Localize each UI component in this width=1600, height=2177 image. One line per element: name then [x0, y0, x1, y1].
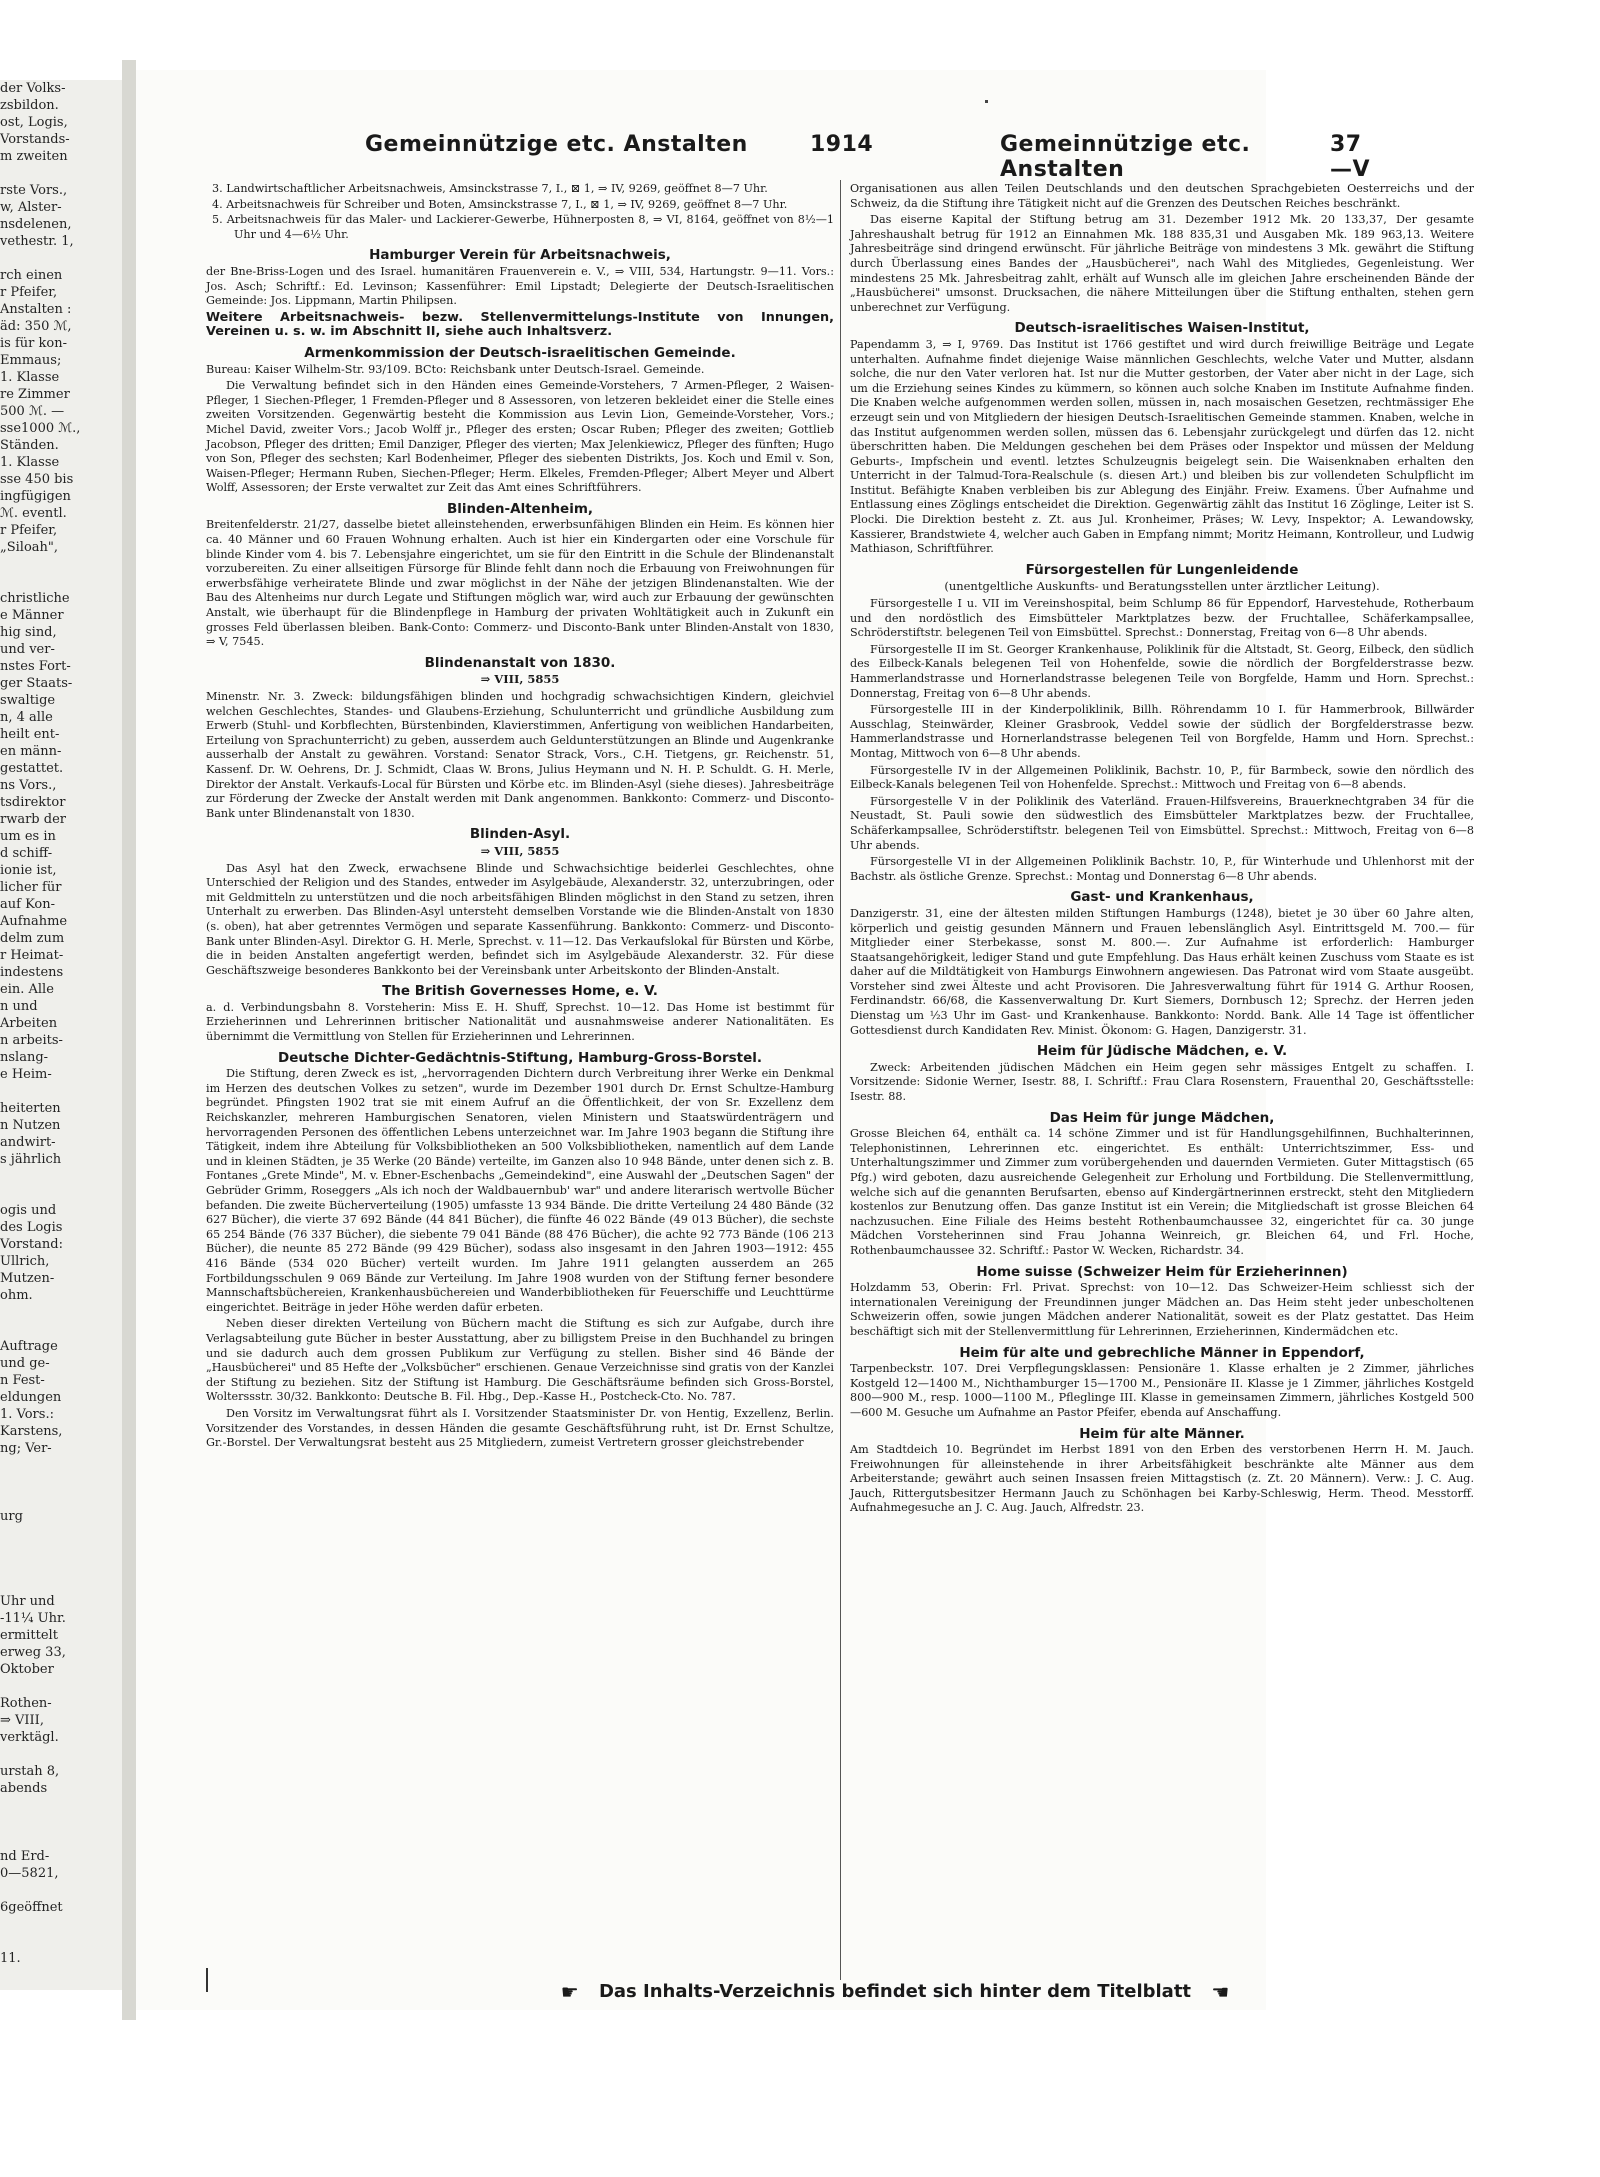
section-title: Blindenanstalt von 1830.: [424, 654, 616, 671]
previous-page-fragment: erweg 33,: [0, 1645, 66, 1660]
previous-page-fragment: w, Alster-: [0, 200, 62, 215]
previous-page-fragment: e Heim-: [0, 1067, 52, 1082]
previous-page-fragment: [0, 1916, 122, 1933]
previous-page-fragment: r Pfeifer,: [0, 285, 58, 300]
section-title: Das Heim für junge Mädchen,: [1049, 1109, 1275, 1126]
previous-page-fragment: ionie ist,: [0, 863, 57, 878]
notice-text: Weitere Arbeitsnachweis- bezw. Stellenvermittelungs-Institute von Innungen, Vereinen u. s. w. im Abschnitt II, siehe auch Inhaltsverz.: [206, 309, 834, 340]
previous-page-fragment: [0, 1933, 122, 1950]
previous-page-fragment: ost, Logis,: [0, 115, 68, 130]
previous-page-fragment: [0, 1882, 122, 1899]
section-title: Heim für alte Männer.: [1079, 1425, 1245, 1442]
previous-page-fragment: ermittelt: [0, 1628, 58, 1643]
previous-page-fragment: heilt ent-: [0, 727, 60, 742]
previous-page-fragment: Oktober: [0, 1662, 54, 1677]
previous-page-fragment: und ver-: [0, 642, 55, 657]
paragraph: Am Stadtdeich 10. Begründet im Herbst 1891 von den Erben des verstorbenen Herrn H. M. Jauch. Freiwohnungen für alleinstehende in ihrer Arbeitsfähigkeit beschränkte alte Männer aus dem Arbeiterstande; gewährt auch seinen Insassen freien Mittagstisch (z. Zt. 20 Männern). Verw.: J. C. Aug. Jauch, Rittergutsbesitzer Hermann Jauch zu Schönhagen bei Karby-Schleswig, Herm. Theod. Messtorff. Aufnahmegesuche an J. C. Aug. Jauch, Alfredstr. 23.: [850, 1443, 1474, 1515]
previous-page-fragment: nstes Fort-: [0, 659, 71, 674]
previous-page-fragment: r Pfeifer,: [0, 523, 58, 538]
previous-page-fragment: [0, 1474, 122, 1491]
previous-page-fragment: nsdelenen,: [0, 217, 72, 232]
previous-page-fragment: [0, 1321, 122, 1338]
section-title: Heim für Jüdische Mädchen, e. V.: [1036, 1043, 1288, 1060]
paragraph: Holzdamm 53, Oberin: Frl. Privat. Sprechst: von 10—12. Das Schweizer-Heim schliesst sich der internationalen Vereinigung der Freundinnen junger Mädchen an. Das Heim steht jeder unbescholtenen Schweizerin offen, sowie jungen Mädchen anderer Nationalität, soweit es der Platz gestattet. Das Heim beschäftigt sich mit der Stellenvermittlung für Lehrerinnen, Erzieherinnen, Kindermädchen etc.: [850, 1281, 1474, 1338]
previous-page-fragment: eldungen: [0, 1390, 62, 1405]
previous-page-fragment: [0, 1814, 122, 1831]
header-right-title: Gemeinnützige etc. Anstalten: [1000, 132, 1251, 182]
header-left-title: Gemeinnützige etc. Anstalten: [365, 132, 748, 157]
previous-page-fragment: [0, 1457, 122, 1474]
previous-page-fragment: ⇒ VIII,: [0, 1713, 44, 1728]
section-note: (unentgeltliche Auskunfts- und Beratungsstellen unter ärztlicher Leitung).: [944, 579, 1380, 594]
previous-page-fragment: [0, 1304, 122, 1321]
previous-page-fragment: Emmaus;: [0, 353, 62, 368]
previous-page-fragment: [0, 250, 122, 267]
previous-page-fragment: n Fest-: [0, 1373, 45, 1388]
previous-page-fragment: [0, 165, 122, 182]
previous-page-fragment: äd: 350 ℳ,: [0, 319, 72, 334]
section-subtitle: ⇒ VIII, 5855: [480, 843, 560, 858]
previous-page-fragment: [0, 1185, 122, 1202]
previous-page-fragment: abends: [0, 1781, 48, 1796]
paragraph: Das Asyl hat den Zweck, erwachsene Blinde und Schwachsichtige beiderlei Geschlechtes, ohne Unterschied der Religion und des Standes, entweder im Asylgebäude, Alexanderstr. 32, unterzubringen, oder mit Geldmitteln zu unterstützen und die noch arbeitsfähigen Blinden möglichst in den Stand zu setzen, ihren Unterhalt zu erwerben. Das Blinden-Asyl untersteht demselben Vorstande wie die Blinden-Anstalt von 1830 (s. oben), hat aber getrenntes Vermögen und separate Kassenführung. Bankkonto: Commerz- und Disconto-Bank unter Blinden-Asyl. Direktor G. H. Merle, Sprechst. v. 11—12. Das Verkaufslokal für Bürsten und Körbe, die in beiden Anstalten angefertigt werden, befindet sich im Asylgebäude Alexanderstr. 32. Für diese Geschäftszweige besonderes Bankkonto bei der Vereinsbank unter Arbeitskonto der Blinden-Anstalt.: [206, 861, 834, 977]
previous-page-fragment: e Männer: [0, 608, 64, 623]
previous-page-fragment: auf Kon-: [0, 897, 56, 912]
previous-page-fragment: Auftrage: [0, 1339, 58, 1354]
section-title: Deutsch-israelitisches Waisen-Institut,: [1014, 320, 1310, 337]
previous-page-fragment: [0, 1559, 122, 1576]
paragraph: Die Verwaltung befindet sich in den Händen eines Gemeinde-Vorstehers, 7 Armen-Pfleger, 2 Waisen-Pfleger, 1 Siechen-Pfleger, 1 Fremden-Pfleger und 8 Assessoren, von letzeren bekleidet einer die Stelle eines zweiten Vorsitzenden. Gegenwärtig besteht die Kommission aus Levin Lion, Gemeinde-Vorsteher, Vors.; Michel David, zweiter Vors.; Jacob Wolff jr., Pfleger des ersten; Oscar Ruben; Pfleger des zweiten; Gottlieb Jacobson, Pfleger des dritten; Emil Danziger, Pfleger des vierten; Max Jelenkiewicz, Pfleger des fünften; Hugo von Son, Pfleger des sechsten; Karl Bodenheimer, Pfleger des siebenten Distrikts, Jos. Koch und Emil v. Son, Waisen-Pfleger; Hermann Ruben, Siechen-Pfleger; Herm. Elkeles, Fremden-Pfleger; Albert Meyer und Albert Wolff, Assessoren; der Erste verwaltet zur Zeit das Amt eines Schriftführers.: [206, 379, 834, 495]
previous-page-fragment: ein. Alle: [0, 982, 54, 997]
previous-page-fragment: re Zimmer: [0, 387, 70, 402]
running-header: [210, 132, 1380, 182]
paragraph: Fürsorgestelle V in der Poliklinik des Vaterländ. Frauen-Hilfsvereins, Brauerknechtgraben 34 für die Neustadt, St. Pauli sowie den südwestlich des Eimsbütteler Marktplatzes bezw. der Fruchtallee, Schäferkampsallee, Schröderstiftstr. belegenen Teil von Eimsbüttel. Sprechst.: Mittwoch, Freitag von 6—8 Uhr abends.: [850, 794, 1474, 852]
section-title: Blinden-Altenheim,: [446, 500, 594, 517]
previous-page-fragment: rste Vors.,: [0, 183, 68, 198]
footer-bracket: [206, 1968, 208, 1992]
previous-page-fragment: Uhr und: [0, 1594, 55, 1609]
previous-page-fragment: und ge-: [0, 1356, 50, 1371]
page-number: 37—V: [1330, 132, 1371, 182]
previous-page-fragment: [0, 1576, 122, 1593]
section-title: Deutsche Dichter-Gedächtnis-Stiftung, Hamburg-Gross-Borstel.: [277, 1049, 763, 1066]
previous-page-fragment: ogis und: [0, 1203, 57, 1218]
previous-page-fragment: n arbeits-: [0, 1033, 63, 1048]
previous-page-fragment: n, 4 alle: [0, 710, 53, 725]
previous-page-fragment: andwirt-: [0, 1135, 56, 1150]
previous-page-fragment: ns Vors.,: [0, 778, 57, 793]
list-item: 3. Landwirtschaftlicher Arbeitsnachweis, Amsinckstrasse 7, I., ⊠ 1, ⇒ IV, 9269, geöffnet 8—7 Uhr.: [212, 182, 768, 195]
section-title: Fürsorgestellen für Lungenleidende: [1025, 561, 1299, 578]
paragraph: Neben dieser direkten Verteilung von Büchern macht die Stiftung es sich zur Aufgabe, durch ihre Verlagsabteilung gute Bücher in bester Ausstattung, aber zu billigstem Preise in den Buchhandel zu bringen und sie dadurch auch dem grossen Publikum zur Verfügung zu stellen. Bisher sind 46 Bände der „Hausbücherei" und 85 Hefte der „Volksbücher" erschienen. Genaue Verzeichnisse sind gratis von der Kanzlei der Stiftung zu beziehen. Sitz der Stiftung ist Hamburg. Die Geschäftsräume befinden sich Gross-Borstel, Wolterssstr. 30/32. Bankkonto: Deutsche B. Fil. Hbg., Dep.-Kasse H., Postcheck-Cto. No. 787.: [206, 1317, 834, 1404]
list-item: 5. Arbeitsnachweis für das Maler- und Lackierer-Gewerbe, Hühnerposten 8, ⇒ VI, 8164, geöffnet von 8½—1 Uhr und 4—6½ Uhr.: [212, 213, 834, 241]
previous-page-edge: [0, 80, 126, 1990]
previous-page-fragment: en männ-: [0, 744, 62, 759]
previous-page-fragment: ohm.: [0, 1288, 33, 1303]
paragraph: Tarpenbeckstr. 107. Drei Verpflegungsklassen: Pensionäre 1. Klasse erhalten je 2 Zimmer, jährliches Kostgeld 12—1400 M., Nichthamburger 15—1700 M., Pensionäre II. Klasse je 1 Zimmer, jährliches Kostgeld 800—900 M., resp. 1000—1100 M., Pfleglinge III. Klasse in gemeinsamen Zimmern, jährliches Kostgeld 500—600 M. Gesuche um Aufnahme an Pastor Pfeifer, ebenda auf Anschaffung.: [850, 1362, 1474, 1419]
previous-page-fragment: rwarb der: [0, 812, 66, 827]
previous-page-fragment: ℳ. eventl.: [0, 506, 67, 521]
previous-page-fragment: Karstens,: [0, 1424, 63, 1439]
previous-page-fragment: 1. Klasse: [0, 370, 60, 385]
previous-page-fragment: nslang-: [0, 1050, 49, 1065]
previous-page-fragment: urstah 8,: [0, 1764, 60, 1779]
previous-page-fragment: Ullrich,: [0, 1254, 50, 1269]
previous-page-fragment: [0, 556, 122, 573]
previous-page-fragment: 11.: [0, 1951, 21, 1966]
previous-page-fragment: [0, 1542, 122, 1559]
section-title: Blinden-Asyl.: [469, 826, 571, 843]
previous-page-fragment: des Logis: [0, 1220, 63, 1235]
previous-page-fragment: gestattet.: [0, 761, 64, 776]
paragraph: Fürsorgestelle IV in der Allgemeinen Poliklinik, Bachstr. 10, P., für Barmbeck, sowie den nördlich des Eilbeck-Kanals belegenen Teil von Hohenfelde. Sprechst.: Mittwoch und Freitag von 6—8 abends.: [850, 763, 1474, 792]
column-divider: [840, 180, 841, 1980]
previous-page-fragment: Mutzen-: [0, 1271, 55, 1286]
paragraph: Organisationen aus allen Teilen Deutschlands und den deutschen Sprachgebieten Oesterreichs und der Schweiz, da die Stiftung ihre Tätigkeit nicht auf die Grenzen des Deutschen Reiches beschränkt.: [850, 182, 1474, 210]
previous-page-fragment: m zweiten: [0, 149, 68, 164]
previous-page-fragment: tsdirektor: [0, 795, 66, 810]
previous-page-fragment: urg: [0, 1509, 23, 1524]
previous-page-fragment: sse 450 bis: [0, 472, 74, 487]
paragraph: der Bne-Briss-Logen und des Israel. humanitären Frauenverein e. V., ⇒ VIII, 534, Hartungstr. 9—11. Vors.: Jos. Asch; Schriftf.: Ed. Levinson; Kassenführer: Emil Lipstadt; Delegierte der Deutsch-Israelitischen Gemeinde: Jos. Lippmann, Martin Philipsen.: [206, 264, 834, 308]
previous-page-fragment: Arbeiten: [0, 1016, 58, 1031]
previous-page-fragment: [0, 1831, 122, 1848]
previous-page-fragment: indestens: [0, 965, 64, 980]
paragraph: Zweck: Arbeitenden jüdischen Mädchen ein Heim gegen sehr mässiges Entgelt zu schaffen. I. Vorsitzende: Sidonie Werner, Isestr. 88, I. Schriftf.: Frau Clara Rosenstern, Frauenthal 20, Geschäftsstelle: Isestr. 88.: [850, 1060, 1474, 1104]
previous-page-fragment: -11¼ Uhr.: [0, 1611, 66, 1626]
previous-page-fragment: Vorstands-: [0, 132, 70, 147]
previous-page-fragment: um es in: [0, 829, 56, 844]
previous-page-fragment: 0—5821,: [0, 1866, 59, 1881]
section-title: The British Governesses Home, e. V.: [382, 983, 658, 1000]
previous-page-fragment: vethestr. 1,: [0, 234, 74, 249]
previous-page-fragment: „Siloah",: [0, 540, 59, 555]
previous-page-fragment: d schiff-: [0, 846, 53, 861]
header-year: 1914: [810, 132, 874, 157]
pointing-hand-right-icon: ☛: [560, 1980, 579, 2004]
paragraph: Danzigerstr. 31, eine der ältesten milden Stiftungen Hamburgs (1248), bietet je 30 über 60 Jahre alten, körperlich und geistig gesunden Männern und Frauen lebenslänglich Asyl. Eintrittsgeld M. 700.— für Mitglieder einer Sterbekasse, sonst M. 800.—. Zur Aufnahme ist erforderlich: Hamburger Staatsangehörigkeit, lediger Stand und gute Empfehlung. Das Haus erhält keinen Zuschuss vom Staate es ist daher auf die Mildtätigkeit von Hamburgs Einwohnern angewiesen. Das Patronat wird vom Staate ausgeübt. Vorsteher sind zwei Älteste und acht Provisoren. Die Jahresverwaltung führt für 1914 G. Arthur Roosen, Ferdinandstr. 66/68, die Kassenverwaltung Dr. Kurt Siemers, Dornbusch 12; Sprechz. der Herren jeden Dienstag um ½3 Uhr im Gast- und Krankenhause. Bankkonto: Nordd. Bank. Alle 14 Tage ist öffentlicher Gottesdienst durch Kandidaten Rev. Minist. Ökonom: G. Hagen, Danzigerstr. 31.: [850, 906, 1474, 1037]
paragraph: Den Vorsitz im Verwaltungsrat führt als I. Vorsitzender Staatsminister Dr. von Hentig, Exzellenz, Berlin. Vorsitzender des Vorstandes, in dessen Händen die gesamte Geschäftsführung ruht, ist Dr. Ernst Schultze, Gr.-Borstel. Der Verwaltungsrat besteht aus 25 Mitgliedern, zumeist Vertretern grosser gleichstrebender: [206, 1406, 834, 1450]
previous-page-fragment: ng; Ver-: [0, 1441, 52, 1456]
previous-page-fragment: verktägl.: [0, 1730, 59, 1745]
previous-page-fragment: [0, 1678, 122, 1695]
previous-page-fragment: zsbildon.: [0, 98, 59, 113]
footer-text: Das Inhalts-Verzeichnis befindet sich hinter dem Titelblatt: [598, 1981, 1192, 2002]
previous-page-fragment: 6geöffnet: [0, 1900, 63, 1915]
previous-page-fragment: [0, 1746, 122, 1763]
section-title: Gast- und Krankenhaus,: [1070, 889, 1254, 906]
paragraph: Bureau: Kaiser Wilhelm-Str. 93/109. BCto: Reichsbank unter Deutsch-Israel. Gemeinde.: [206, 362, 705, 376]
footer-notice: [470, 1980, 1320, 2010]
paragraph: Grosse Bleichen 64, enthält ca. 14 schöne Zimmer und ist für Handlungsgehilfinnen, Buchhalterinnen, Telephonistinnen, Lehrerinnen etc. eingerichtet. Es enthält: Unterrichtszimmer, Ess- und Unterhaltungszimmer und Zimmer zum vorübergehenden und dauernden Vermieten. Guter Mittagstisch (65 Pfg.) wird geboten, dazu ausreichende Gelegenheit zur Erholung und Fortbildung. Die Stellenvermittlung, welche sich auf die genannten Berufsarten, ebenso auf Kindergärtnerinnen erstreckt, steht den Mitgliedern kostenlos zur Benutzung offen. Das ganze Institut ist ein Verein; die Mitgliedschaft ist grosse Bleichen 64 nachzusuchen. Eine Filiale des Heims besteht Rothenbaumchaussee 32, eingerichtet für ca. 30 junge Mädchen Vorsteherinnen sind Frau Johanna Weinreich, gr. Bleichen 64, und Frl. Hoche, Rothenbaumchaussee 32. Schriftf.: Pastor W. Wecken, Richardstr. 34.: [850, 1127, 1474, 1257]
previous-page-fragment: [0, 573, 122, 590]
left-column: [206, 182, 834, 1453]
paragraph: Breitenfelderstr. 21/27, dasselbe bietet alleinstehenden, erwerbsunfähigen Blinden ein Heim. Es können hier ca. 40 Männer und 60 Frauen Wohnung erhalten. Auch ist hier ein Kindergarten oder eine Vorschule für blinde Kinder vom 4. bis 7. Lebensjahre eingerichtet, um sie für den Eintritt in die Schule der Blindenanstalt vorzubereiten. Zu einer allseitigen Fürsorge für Blinde fehlt dann noch die Erbauung von Freiwohnungen für erwerbsfähige verheiratete Blinde und zwar möglichst in der Nähe der jetzigen Blindenanstalten. Wie der Bau des Altenheims nur durch Legate und Stiftungen möglich war, wird auch zur Erbauung der gewünschten Anstalt, wie überhaupt für die Blindenpflege in Hamburg der privaten Wohltätigkeit auch in Zukunft ein grosses Feld überlassen bleiben. Bank-Conto: Commerz- und Disconto-Bank unter Blinden-Anstalt von 1830, ⇒ V, 7545.: [206, 518, 834, 649]
previous-page-fragment: 500 ℳ. —: [0, 404, 65, 419]
previous-page-fragment: ingfügigen: [0, 489, 71, 504]
previous-page-fragment: [0, 1491, 122, 1508]
paragraph: Fürsorgestelle VI in der Allgemeinen Poliklinik Bachstr. 10, P., für Winterhude und Uhlenhorst mit der Bachstr. als östliche Grenze. Sprechst.: Montag und Donnerstag 6—8 Uhr abends.: [850, 855, 1474, 883]
previous-page-fragment: sse1000 ℳ.,: [0, 421, 81, 436]
paragraph: Das eiserne Kapital der Stiftung betrug am 31. Dezember 1912 Mk. 20 133,37, Der gesamte Jahreshaushalt betrug für 1912 an Einnahmen Mk. 188 835,31 und Ausgaben Mk. 189 963,13. Weitere Jahresbeiträge sind dringend erwünscht. Für jährliche Beiträge von mindestens 3 Mk. gewährt die Stiftung durch Überlassung eines Bandes der „Hausbücherei", nach Wahl des Mitgliedes, Gegenleistung. Wer mindestens 25 Mk. Jahresbeitrag zahlt, erhält auf Wunsch alle im gleichen Jahre erscheinenden Bände der „Hausbücherei" umsonst. Drucksachen, die nähere Mitteilungen über die Stiftung enthalten, stehen gern unberechnet zur Verfügung.: [850, 213, 1474, 314]
previous-page-fragment: Aufnahme: [0, 914, 68, 929]
paragraph: Fürsorgestelle III in der Kinderpoliklinik, Billh. Röhrendamm 10 I. für Hammerbrook, Billwärder Ausschlag, Steinwärder, Kleiner Grasbrook, Veddel sowie der südlich der Borgfelderstrasse bezw. Hammerlandstrasse und Hornerlandstrasse belegenen Teil von Borgfelde, Hamm und Horn. Sprechst.: Montag, Mittwoch von 6—8 Uhr abends.: [850, 703, 1474, 760]
previous-page-fragment: Rothen-: [0, 1696, 52, 1711]
pointing-hand-left-icon: ☚: [1211, 1980, 1230, 2004]
previous-page-fragment: [0, 1168, 122, 1185]
paragraph: Papendamm 3, ⇒ I, 9769. Das Institut ist 1766 gestiftet und wird durch freiwillige Beiträge und Legate unterhalten. Aufnahme findet diejenige Waise männlichen Geschlechts, welche Vater und Mutter, alsdann solche, die nur den Vater verloren hat. Ist nur die Mutter gestorben, der Vater aber nicht in der Lage, sich um die Erziehung seines Kindes zu kümmern, so können auch solche Knaben im Institute Aufnahme finden. Die Knaben welche aufgenommen werden sollen, müssen in, nach mosaischen Gesetzen, rechtmässiger Ehe erzeugt sein und von Mitgliedern der hiesigen Deutsch-Israelitischen Gemeinde stammen. Knaben, welche in das Institut aufgenommen werden sollen, müssen das 6. Lebensjahr zurückgelegt und dürfen das 12. nicht überschritten haben. Die Meldungen geschehen bei dem Präses oder Inspektor und müssen der Meldung Geburts-, Impfschein und eventl. letztes Schulzeugnis beigelegt sein. Die Waisenknaben erhalten den Unterricht in der Talmud-Tora-Realschule (s. diesen Art.) und bleiben bis zur vollendeten Schulpflicht im Institut. Befähigte Knaben verbleiben bis zur Ablegung des Einjähr. Freiw. Examens. Über Aufnahme und Entlassung eines Zöglings entscheidet die Direktion. Gegenwärtig zählt das Institut 16 Zöglinge, Leiter ist S. Plocki. Die Direktion besteht z. Zt. aus Jul. Kronheimer, Präses; W. Levy, Inspektor; A. Lewandowsky, Kassierer, Brandstwiete 4, welcher auch Gaben in Empfang nimmt; Moritz Heimann, Kontrolleur, und Ludwig Mathiason, Schriftführer.: [850, 337, 1474, 556]
book-spine: [122, 60, 136, 2020]
previous-page-fragment: Vorstand:: [0, 1237, 63, 1252]
section-title: Hamburger Verein für Arbeitsnachweis,: [369, 247, 671, 264]
previous-page-fragment: ger Staats-: [0, 676, 73, 691]
section-title: Armenkommission der Deutsch-israelitischen Gemeinde.: [304, 344, 736, 361]
previous-page-fragment: Anstalten :: [0, 302, 72, 317]
previous-page-fragment: 1. Vors.:: [0, 1407, 54, 1422]
previous-page-fragment: hig sind,: [0, 625, 57, 640]
paragraph: Minenstr. Nr. 3. Zweck: bildungsfähigen blinden und hochgradig schwachsichtigen Kindern, gleichviel welchen Geschlechtes, Standes- und Glaubens-Erziehung, Schulunterricht und gründliche Ausbildung zum Erwerb (Stuhl- und Korbflechten, Bürstenbinden, Klavierstimmen, Anfertigung von weiblichen Handarbeiten, Erteilung von Sprachunterricht) zu geben, ausserdem auch Geldunterstützungen an Blinde und Augenkranke ausserhalb der Anstalt zu gewähren. Vorstand: Senator Strack, Vors., C.H. Tietgens, gr. Reichenstr. 51, Kassenf. Dr. W. Oehrens, Dr. J. Schmidt, Claas W. Brons, Julius Heymann und N. H. P. Schuldt. G. H. Merle, Direktor der Anstalt. Verkaufs-Local für Bürsten und Körbe etc. im Blinden-Asyl (siehe dieses). Jahresbeiträge zur Förderung der Zwecke der Anstalt werden mit Dank angenommen. Bankkonto: Commerz- und Disconto-Bank unter Blindenanstalt von 1830.: [206, 690, 834, 820]
paragraph: Fürsorgestelle I u. VII im Vereinshospital, beim Schlump 86 für Eppendorf, Harvestehude, Rotherbaum und den nordöstlich des Eimsbütteler Marktplatzes bezw. der Fruchtallee, Schäferkampsallee, Schröderstiftstr. belegenen Teil von Eimsbüttel. Sprechst.: Donnerstag, Freitag von 6—8 Uhr abends.: [850, 597, 1474, 640]
previous-page-fragment: [0, 1797, 122, 1814]
section-title: Heim für alte und gebrechliche Männer in Eppendorf,: [959, 1344, 1365, 1361]
previous-page-fragment: swaltige: [0, 693, 56, 708]
previous-page-fragment: [0, 1083, 122, 1100]
paragraph: Fürsorgestelle II im St. Georger Krankenhause, Poliklinik für die Altstadt, St. Georg, Eilbeck, den südlich des Eilbeck-Kanals belegenen Teil von Hohenfelde, sowie die nördlich der Borgfelderstrasse bezw. Hammerlandstrasse und Hornerlandstrasse belegenen Teile von Borgfelde, Hamm und Horn. Sprechst.: Donnerstag, Freitag von 6—8 Uhr abends.: [850, 642, 1474, 700]
right-column: [850, 182, 1474, 1518]
previous-page-fragment: n und: [0, 999, 38, 1014]
paragraph: a. d. Verbindungsbahn 8. Vorsteherin: Miss E. H. Shuff, Sprechst. 10—12. Das Home ist bestimmt für Erzieherinnen und Lehrerinnen britischer Nationalität und ausnahmsweise anderer Nationalitäten. Es übernimmt die Vermittlung von Stellen für Erzieherinnen und Lehrerinnen.: [206, 1000, 834, 1044]
previous-page-fragment: delm zum: [0, 931, 65, 946]
previous-page-fragment: heiterten: [0, 1101, 61, 1116]
paragraph: Die Stiftung, deren Zweck es ist, „hervorragenden Dichtern durch Verbreitung ihrer Werke ein Denkmal im Herzen des deutschen Volkes zu setzen", wurde im Dezember 1901 durch Dr. Ernst Schultze-Hamburg begründet. Pfingsten 1902 trat sie mit einem Aufruf an die Öffentlichkeit, der von Sr. Exzellenz dem Reichskanzler, mehreren Hamburgischen Senatoren, vielen Ministern und Staatswürdenträgern und hervorragenden Personen des öffentlichen Lebens unterzeichnet war. Im Jahre 1903 begann die Stiftung ihre Tätigkeit, indem ihre Abteilung für Volksbibliotheken an 500 Volksbibliotheken, namentlich auf dem Lande und in kleinen Städten, je 35 Werke (20 Bände) verteilte, im Ganzen also 10 948 Bände, unter denen sich z. B. Fontanes „Grete Minde", M. v. Ebner-Eschenbachs „Gemeindekind", eine Auswahl der „Deutschen Sagen" der Gebrüder Grimm, Roseggers „Als ich noch der Waldbauernbub' war" und andere literarisch wertvolle Bücher befanden. Die zweite Bücherverteilung (1905) umfasste 13 934 Bände. Die dritte Verteilung 24 480 Bände (32 627 Bücher), die vierte 37 692 Bände (44 841 Bücher), die fünfte 46 022 Bände (49 013 Bücher), die sechste 65 254 Bände (76 337 Bücher), die siebente 79 041 Bände (88 476 Bücher), die achte 92 773 Bände (106 213 Bücher), die neunte 85 272 Bände (99 429 Bücher), sodass also insgesamt in den Jahren 1903—1912: 455 416 Bände (534 020 Bücher) verteilt wurden. Im Jahre 1911 gelangten ausserdem an 265 Fortbildungsschulen 9 069 Bände zur Verteilung. Im Jahre 1908 wurden von der Stiftung ferner besondere Mannschaftsbüchereien, Krankenhausbüchereien und Wanderbibliotheken für Feuerschiffe und Leuchttürme eingerichtet. Beiträge in jeder Höhe werden dafür erbeten.: [206, 1067, 834, 1314]
previous-page-fragment: Ständen.: [0, 438, 59, 453]
previous-page-fragment: n Nutzen: [0, 1118, 61, 1133]
scan-speck: [985, 100, 988, 103]
section-subtitle: ⇒ VIII, 5855: [480, 672, 560, 687]
previous-page-fragment: licher für: [0, 880, 62, 895]
previous-page-fragment: christliche: [0, 591, 70, 606]
previous-page-fragment: rch einen: [0, 268, 63, 283]
section-title: Home suisse (Schweizer Heim für Erzieherinnen): [976, 1263, 1348, 1280]
previous-page-fragment: nd Erd-: [0, 1849, 50, 1864]
previous-page-fragment: der Volks-: [0, 81, 66, 96]
previous-page-fragment: is für kon-: [0, 336, 67, 351]
previous-page-fragment: s jährlich: [0, 1152, 62, 1167]
list-item: 4. Arbeitsnachweis für Schreiber und Boten, Amsinckstrasse 7, I., ⊠ 1, ⇒ IV, 9269, geöffnet 8—7 Uhr.: [212, 197, 788, 211]
previous-page-fragment: r Heimat-: [0, 948, 64, 963]
previous-page-fragment: [0, 1525, 122, 1542]
previous-page-fragment: 1. Klasse: [0, 455, 60, 470]
